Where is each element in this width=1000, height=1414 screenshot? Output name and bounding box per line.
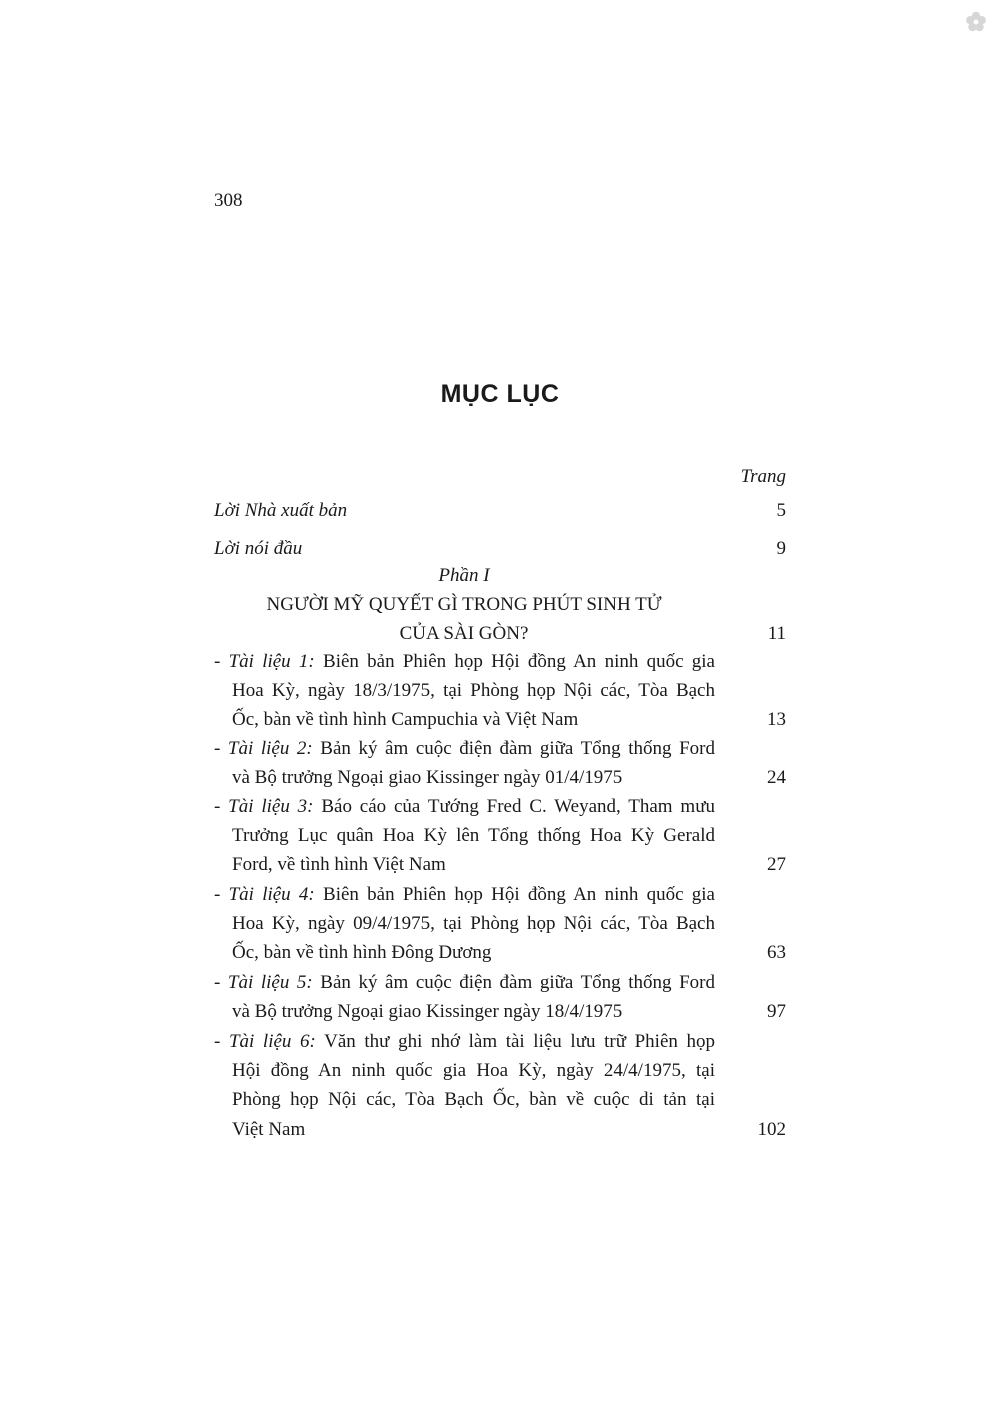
toc-entry-document-2[interactable] xyxy=(214,734,715,763)
toc-entry-page: 27 xyxy=(767,854,786,875)
toc-entry-page: 102 xyxy=(757,1119,786,1140)
document-text-line: và Bộ trưởng Ngoại giao Kissinger ngày 18/4/1975 xyxy=(232,1001,623,1022)
toc-entry-page: 9 xyxy=(776,538,786,559)
document-text-line: Phòng họp Nội các, Tòa Bạch Ốc, bàn về cuộc di tản tại xyxy=(232,1089,715,1110)
document-label: Tài liệu 3: xyxy=(228,796,314,817)
page-column-header: Trang xyxy=(740,466,786,487)
list-dash: - xyxy=(214,884,229,905)
document-text-line: Ốc, bàn về tình hình Đông Dương xyxy=(232,942,492,963)
document-text: Bản ký âm cuộc điện đàm giữa Tổng thống Ford xyxy=(312,972,715,993)
toc-entry-document-3[interactable] xyxy=(214,792,715,821)
part-title-line: NGƯỜI MỸ QUYẾT GÌ TRONG PHÚT SINH TỬ xyxy=(266,594,662,615)
list-dash: - xyxy=(214,796,229,817)
toc-entry-page: 97 xyxy=(767,1001,786,1022)
list-dash: - xyxy=(214,738,228,759)
page-title: MỤC LỤC xyxy=(440,380,560,408)
document-label: Tài liệu 1: xyxy=(228,651,315,672)
toc-entry-page: 63 xyxy=(767,942,786,963)
document-label: Tài liệu 2: xyxy=(227,738,313,759)
document-label: Tài liệu 5: xyxy=(227,972,313,993)
toc-entry-document-5[interactable] xyxy=(214,968,715,997)
part-title-line: CỦA SÀI GÒN? xyxy=(399,623,529,644)
document-text-line: Ốc, bàn về tình hình Campuchia và Việt Nam xyxy=(232,709,579,730)
document-text: Biên bản Phiên họp Hội đồng An ninh quốc gia xyxy=(314,884,715,905)
document-text: Báo cáo của Tướng Fred C. Weyand, Tham mưu xyxy=(313,796,715,817)
document-text-line: Hội đồng An ninh quốc gia Hoa Kỳ, ngày 24/4/1975, tại xyxy=(232,1060,715,1081)
toc-entry-label: Lời Nhà xuất bản xyxy=(214,500,348,521)
document-label: Tài liệu 6: xyxy=(228,1031,316,1052)
toc-entry-page: 5 xyxy=(776,500,786,521)
document-text-line: và Bộ trưởng Ngoại giao Kissinger ngày 01/4/1975 xyxy=(232,767,623,788)
toc-entry-document-6[interactable] xyxy=(214,1027,715,1056)
flower-watermark-icon xyxy=(964,10,988,34)
part-label: Phần I xyxy=(438,565,490,586)
toc-entry-page: 11 xyxy=(767,623,786,644)
toc-entry-preface[interactable] xyxy=(214,534,786,563)
page-number: 308 xyxy=(214,190,243,211)
toc-entry-document-4[interactable] xyxy=(214,880,715,909)
list-dash: - xyxy=(214,651,229,672)
toc-entry-page: 24 xyxy=(767,767,786,788)
document-text: Văn thư ghi nhớ làm tài liệu lưu trữ Phiên họp xyxy=(315,1031,716,1052)
document-text-line: Ford, về tình hình Việt Nam xyxy=(232,854,446,875)
document-text-line: Việt Nam xyxy=(232,1119,306,1140)
document-text: Biên bản Phiên họp Hội đồng An ninh quốc gia xyxy=(314,651,715,672)
toc-entry-document-1[interactable] xyxy=(214,647,715,676)
document-label: Tài liệu 4: xyxy=(228,884,315,905)
document-text-line: Hoa Kỳ, ngày 18/3/1975, tại Phòng họp Nội các, Tòa Bạch xyxy=(232,680,715,701)
toc-entry-page: 13 xyxy=(767,709,786,730)
document-text: Bản ký âm cuộc điện đàm giữa Tổng thống Ford xyxy=(312,738,715,759)
document-text-line: Trưởng Lục quân Hoa Kỳ lên Tổng thống Hoa Kỳ Gerald xyxy=(232,825,715,846)
document-text-line: Hoa Kỳ, ngày 09/4/1975, tại Phòng họp Nội các, Tòa Bạch xyxy=(232,913,715,934)
toc-entry-label: Lời nói đầu xyxy=(214,538,303,559)
list-dash: - xyxy=(214,1031,229,1052)
list-dash: - xyxy=(214,972,228,993)
toc-entry-publisher-note[interactable] xyxy=(214,496,786,525)
